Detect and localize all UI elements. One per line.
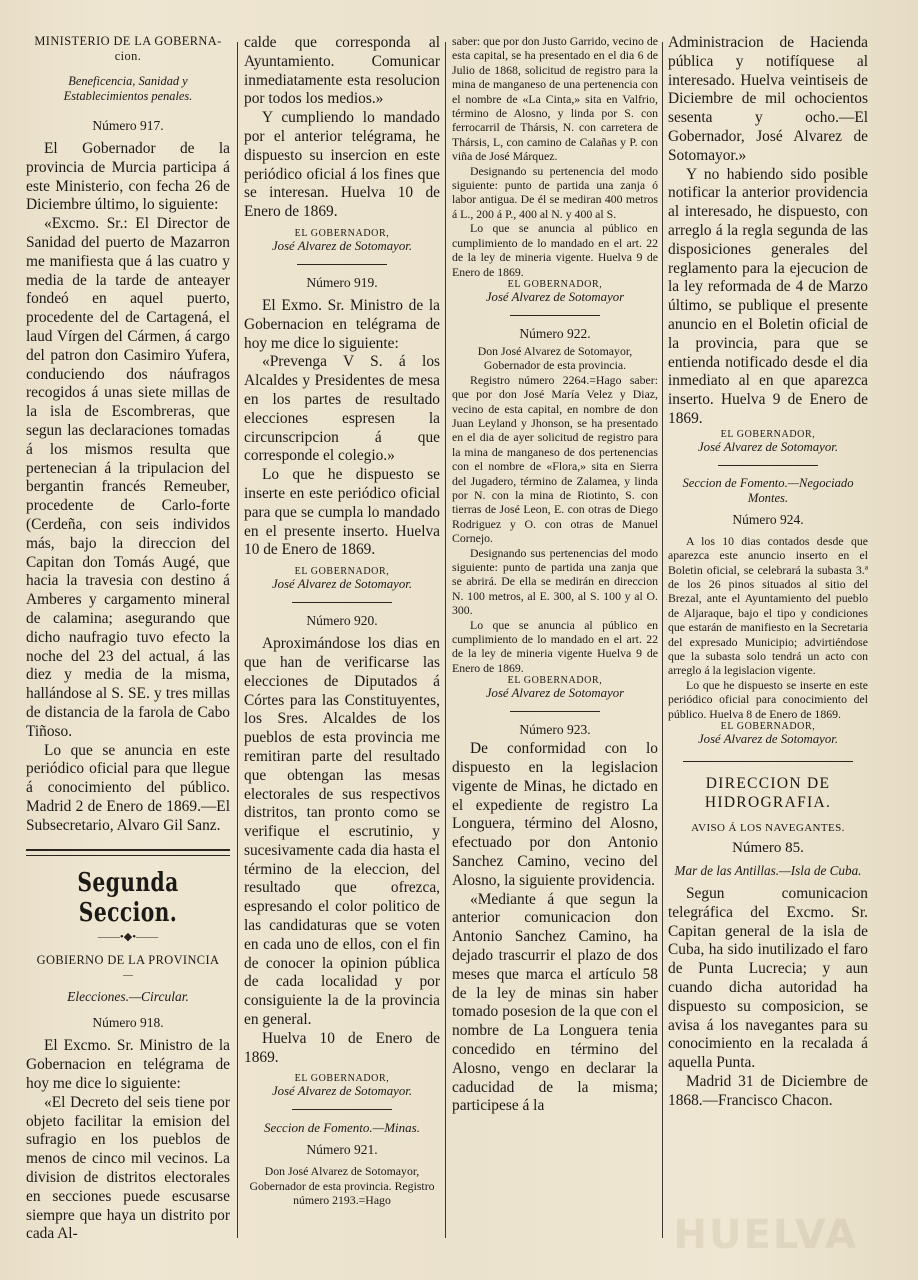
- signature-name: José Alvarez de Sotomayor.: [697, 732, 839, 747]
- column-3: [452, 34, 658, 1280]
- signature-name: José Alvarez de Sotomayor.: [271, 1084, 413, 1099]
- paragraph: A los 10 dias contados desde que aparezca este anuncio inserto en el Boletin oficial, se celebrará la subasta 3.ª de los 26 pinos situados al sitio del Brezal, ante el Ayuntamiento del pueblo de Aljaraque, bajo el tipo y condiciones que estarán de manifiesto en la Secretaria del expresado Municipio; advirtiéndose que la subasta solo tendrá un acto con arreglo á la legislacion vigente.: [668, 533, 868, 678]
- paragraph: El Gobernador de la provincia de Murcia participa á este Ministerio, con fecha 26 de Diciembre último, lo siguiente:: [26, 140, 230, 214]
- subdepartment: Beneficencia, Sanidad y Establecimientos penales.: [63, 74, 193, 103]
- divider: [683, 761, 853, 762]
- section-subtitle: Seccion de Fomento.—Minas.: [264, 1120, 420, 1136]
- section-divider: [26, 855, 230, 856]
- watermark: HUELVA: [673, 1212, 858, 1258]
- hydrography-heading: DIRECCION DE HIDROGRAFIA.: [704, 775, 832, 812]
- column-rule: [445, 42, 446, 1238]
- short-dash: —: [123, 970, 133, 982]
- signature-title: EL GOBERNADOR,: [507, 278, 603, 290]
- paragraph: Lo que se anuncia al público en cumplimiento de lo mandado en el art. 22 de la ley de mineria vigente Huelva 9 de Enero de 1869.: [452, 617, 658, 675]
- paragraph: Don José Alvarez de Sotomayor, Gobernador de esta provincia. Registro número 2193.=Hago: [249, 1164, 435, 1208]
- signature-name: José Alvarez de Sotomayor: [485, 686, 625, 701]
- paragraph: De conformidad con lo dispuesto en la legislacion vigente de Minas, he dictado en el expediente de registro La Longuera, término del Alosno, efectuado por don Antonio Sanchez Camino, vecino del Alosno, la siguiente providencia.: [452, 740, 658, 889]
- signature-name: José Alvarez de Sotomayor.: [271, 577, 413, 592]
- circular-title: Elecciones.—Circular.: [67, 989, 189, 1005]
- provincial-government-heading: GOBIERNO DE LA PROVINCIA: [36, 953, 220, 968]
- column-2: [244, 34, 440, 1280]
- paragraph: «El Decreto del seis tiene por objeto facilitar la emision del sufragio en los pueblos de menos de cinco mil vecinos. La division de distritos electorales en secciones puede escusarse siempre que haya un distrito por cada Al-: [26, 1093, 230, 1243]
- notice-number: Número 919.: [306, 274, 378, 290]
- paragraph: Segun comunicacion telegráfica del Excmo. Sr. Capitan general de la isla de Cuba, ha sido inutilizado el faro de Punta Lucrecia; y aun cuando dicha autoridad ha dispuesto su composicion, se avisa á los navegantes para su conocimiento en la recalada á aquella Punta.: [668, 885, 868, 1072]
- paragraph: El Excmo. Sr. Ministro de la Gobernacion en telégrama de hoy me dice lo siguiente:: [26, 1037, 230, 1093]
- section-divider: [26, 849, 230, 851]
- paragraph: Aproximándose los dias en que han de verificarse las elecciones de Diputados á Córtes para las Constituyentes, los Sres. Alcaldes de los pueblos de esta provincia me remitiran parte del resultado que obtengan las mesas electorales de sus respectivos distritos, tan pronto como se verifique el escrutinio, y sucesivamente cada dia hasta el término de la eleccion, del resultado que ofrezca, espresando el color politico de las candidaturas que se voten en cada uno de ellos, con el fin de conocer la opinion pública de cada localidad y por consiguiente la de la provincia en general.: [244, 635, 440, 1029]
- signature-title: EL GOBERNADOR,: [294, 566, 390, 578]
- paragraph: «Excmo. Sr.: El Director de Sanidad del puerto de Mazarron me manifiesta que á las cuatro y media de la tarde de anteayer fondeó en aquel puerto, procedente del de Cartagená, el laud Vírgen del Cármen, á cargo del patron don Casimiro Yufera, conduciendo dos náufragos recogidos á unas siete millas de la isla de Escombreras, que segun las declaraciones tomadas á los mismos resulta que pertenecian á la tripulacion del bergantin francés Remeuber, procedente de Carlo-forte (Cerdeña, con seis individos más, bajo la direccion del Capitan don Tomás Augé, que hacia la travesia con destino á Amberes y cargamento mineral de calamina; asegurando que dicho naufragio tuvo efecto la noche del 23 del actual, á las diez y media de la misma, hallándose al S. SE. y tres millas de distancia de la farola de Cabo Tiñoso.: [26, 215, 230, 740]
- notice-number: Número 917.: [92, 118, 164, 133]
- signature-name: José Alvarez de Sotomayor.: [271, 238, 413, 253]
- paragraph: Y no habiendo sido posible notificar la anterior providencia al interesado, he dispuesto, con arreglo á la regla segunda de las disposiciones generales del reglamento para la ejecucion de la ley reformada de 4 de Marzo último, se publique el presente anuncio en el Boletin oficial de la provincia, para que se entienda notificado desde el dia inmediato al en que aparezca inserto. Huelva 9 de Enero de 1869.: [668, 165, 868, 427]
- paragraph: Lo que he dispuesto se inserte en este periódico oficial para conocimiento del público. Huelva 8 de Enero de 1869.: [668, 677, 868, 721]
- divider: [510, 315, 600, 316]
- column-rule: [662, 42, 663, 1238]
- notice-number: Número 922.: [519, 325, 591, 341]
- signature-name: José Alvarez de Sotomayor.: [697, 439, 839, 454]
- divider: [718, 465, 818, 466]
- paragraph: Administracion de Hacienda pública y notifíquese al interesado. Huelva veintiseis de Diciembre de mil ochocientos sesenta y ocho.—El Gobernador, José Alvarez de Sotomayor.»: [668, 34, 868, 164]
- signature-title: EL GOBERNADOR,: [720, 428, 816, 440]
- notice-number: Número 918.: [92, 1015, 164, 1031]
- notice-number: Número 920.: [306, 613, 378, 629]
- notice-number: Número 923.: [519, 722, 591, 738]
- paragraph: Lo que he dispuesto se inserte en este periódico oficial para que se cumpla lo mandado en el presente inserto. Huelva 10 de Enero de 1869.: [244, 466, 440, 559]
- ornament-rule: ——•◆•——: [97, 931, 159, 944]
- divider: [292, 602, 392, 603]
- section-title: Segunda Seccion.: [77, 868, 179, 929]
- signature-title: EL GOBERNADOR,: [720, 721, 816, 733]
- signature-title: EL GOBERNADOR,: [507, 675, 603, 687]
- divider: [292, 1109, 392, 1110]
- paragraph: El Exmo. Sr. Ministro de la Gobernacion en telégrama de hoy me dice lo siguiente:: [244, 296, 440, 352]
- signature-name: José Alvarez de Sotomayor: [485, 289, 625, 304]
- signature-title: EL GOBERNADOR,: [294, 1073, 390, 1085]
- paragraph: Don José Alvarez de Sotomayor, Gobernador de esta provincia.: [477, 343, 633, 373]
- paragraph: Y cumpliendo lo mandado por el anterior telégrama, he dispuesto su insercion en este periódico oficial á los fines que se interesan. Huelva 10 de Enero de 1869.: [244, 109, 440, 221]
- divider: [510, 711, 600, 712]
- column-4: [668, 34, 868, 1280]
- paragraph: «Prevenga V S. á los Alcaldes y Presidentes de mesa en los partes de resultado elecciones espresen la circunscripcion á que corresponde el colegio.»: [244, 353, 440, 465]
- column-rule: [237, 42, 238, 1238]
- notice-number: Número 85.: [732, 840, 804, 857]
- signature-title: EL GOBERNADOR,: [294, 227, 390, 239]
- ministry-heading: MINISTERIO DE LA GOBERNA- cion.: [34, 34, 222, 63]
- paragraph: Madrid 31 de Diciembre de 1868.—Francisco Chacon.: [668, 1072, 868, 1109]
- paragraph: Huelva 10 de Enero de 1869.: [244, 1029, 440, 1066]
- paragraph: Registro número 2264.=Hago saber: que por don José María Velez y Diaz, vecino de esta capital, en nombre de don Juan Leyland y Jhonson, se ha presentado en el dia de ayer solicitud de registro para la mina de manganeso de dos pertenencias con el nombre de «Flora,» sita en Sierra del Jugadero, término de Zalamea, y linda por N. con la mina de Riotinto, S. con tierras de José Leon, E. con otras de Diego Rodriguez y O. con otras de Manuel Cornejo.: [452, 372, 658, 546]
- column-1: [26, 34, 230, 1280]
- paragraph: Lo que se anuncia al público en cumplimiento de lo mandado en el art. 22 de la ley de mineria vigente. Huelva 9 de Enero de 1869.: [452, 221, 658, 279]
- paragraph: Designando sus pertenencias del modo siguiente: punto de partida una zanja que se abrirá. De ella se medirán en direccion N. 100 metros, al E. 300, al S. 100 y al O. 300.: [452, 545, 658, 618]
- paragraph: calde que corresponda al Ayuntamiento. Comunicar inmediatamente esta resolucion por todos los medios.»: [244, 34, 440, 108]
- location-subtitle: Mar de las Antillas.—Isla de Cuba.: [674, 863, 862, 879]
- paragraph: «Mediante á que segun la anterior comunicacion don Antonio Sanchez Camino, ha dejado trascurrir el plazo de dos meses que marca el artículo 58 de la ley de minas sin haber tomado posesion de la que con el nombre de La Longuera tenia concedido en término del Alosno, vengo en declarar la caducidad de la misma; participese á la: [452, 890, 658, 1115]
- divider: [297, 264, 387, 265]
- notice-heading: AVISO Á LOS NAVEGANTES.: [691, 822, 845, 835]
- notice-number: Número 921.: [306, 1142, 378, 1158]
- notice-number: Número 924.: [732, 511, 804, 527]
- paragraph: Lo que se anuncia en este periódico oficial para que llegue á conocimiento del público. Madrid 2 de Enero de 1869.—El Subsecretario, Alvaro Gil Sanz.: [26, 741, 230, 834]
- paragraph: saber: que por don Justo Garrido, vecino de esta capital, se ha presentado en el dia 6 de Julio de 1868, solicitud de registro para la mina de manganeso de una pertenencia con el nombre de «La Cinta,» sita en Valfrio, término de Alosno, y linda por S. con ferrocarril de Thársis, N. con carretera de Thársis, L, con camino de Calañas y P. con viña de José Márquez.: [452, 34, 658, 164]
- paragraph: Designando su pertenencia del modo siguiente: punto de partida una zanja ó labor antigua. De él se mediran 400 metros á L., 200 á P., 400 al N. y 400 al S.: [452, 163, 658, 221]
- section-subtitle: Seccion de Fomento.—Negociado Montes.: [682, 475, 854, 505]
